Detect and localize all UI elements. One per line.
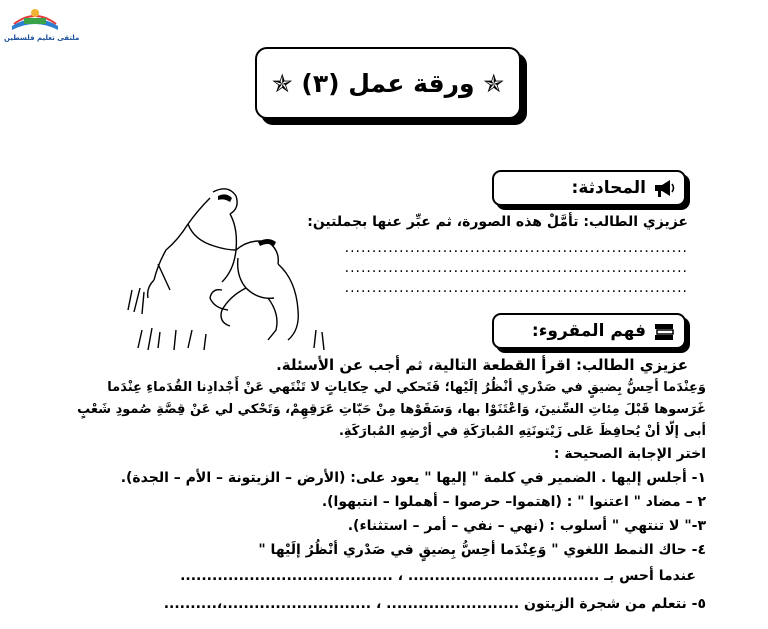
- megaphone-icon: [652, 177, 676, 199]
- passage-line-1: وَعِنْدَما أحِسُّ بِضيقٍ في صَدْري أنْظُرُ إلَيْها؛ فَتَحكي لي حِكاياتٍ لا تَنْتَهي عَنْ أَجْدادِنا القُدَماءِ عِنْدَما: [107, 380, 706, 395]
- logo-text: ملتقى تعليم فلسطين: [4, 34, 80, 42]
- question-4: ٤- حاك النمط اللغوي " وَعِنْدَما أحِسُّ بِضيقٍ في صَدْري أنْظُرُ إلَيْها ": [258, 542, 706, 558]
- conversation-instruction: عزيزي الطالب: تأمَّلْ هذه الصورة، ثم عبِّر عنها بجملتين:: [307, 214, 688, 230]
- site-logo: [4, 4, 80, 48]
- question-5[interactable]: ٥- نتعلم من شجرة الزيتون ......................... ، ............................،..........: [163, 596, 706, 612]
- question-3: ٣-" لا تنتهي " أسلوب : (نهي – نفي – أمر – استثناء).: [347, 518, 706, 534]
- farmers-illustration: [118, 180, 338, 360]
- reading-section-header: [492, 313, 686, 349]
- question-2: ٢ – مضاد " اعتنوا " : (اهتموا– حرصوا – أهملوا – انتبهوا).: [321, 494, 706, 510]
- reading-instruction: عزيزي الطالب: اقرأ القطعة التالية، ثم أجب عن الأسئلة.: [276, 356, 688, 374]
- logo-book-icon: [4, 4, 66, 36]
- passage-line-3: أبى إلّا أنْ يُحافِظَ عَلى زَيْتونَتِهِ المُبارَكَةِ في أرْضِهِ المُبارَكَةِ.: [338, 424, 706, 439]
- passage-line-2: غَرَسوها قَبْلَ مِئاتِ السِّنينَ، وَاعْتَنَوْا بها، وَسَقَوْها مِنْ حَبّاتِ عَرَقِهِمْ، وَتَحْكي لي عَنْ قِصَّةِ صُمودِ شَعْبٍ: [77, 402, 706, 417]
- answer-line-1[interactable]: ...............................................................: [344, 240, 688, 256]
- question-4-answer[interactable]: عندما أحس بـ .................................... ، ........................................: [180, 568, 696, 584]
- books-icon: [652, 320, 676, 342]
- answer-line-2[interactable]: ...............................................................: [344, 260, 688, 276]
- conversation-section-header: [492, 170, 686, 206]
- conversation-section-label: المحادثة:: [571, 178, 646, 198]
- question-1: ١- أجلس إليها . الضمير في كلمة " إليها " يعود على: (الأرض – الزيتونة – الأم – الجدة).: [120, 470, 706, 486]
- choose-heading: اختر الإجابة الصحيحة :: [553, 446, 706, 462]
- page-title: ✯ ورقة عمل (٣) ✯: [271, 68, 505, 98]
- answer-line-3[interactable]: ...............................................................: [344, 280, 688, 296]
- title-box: [255, 47, 521, 119]
- reading-section-label: فهم المقروء:: [531, 321, 646, 341]
